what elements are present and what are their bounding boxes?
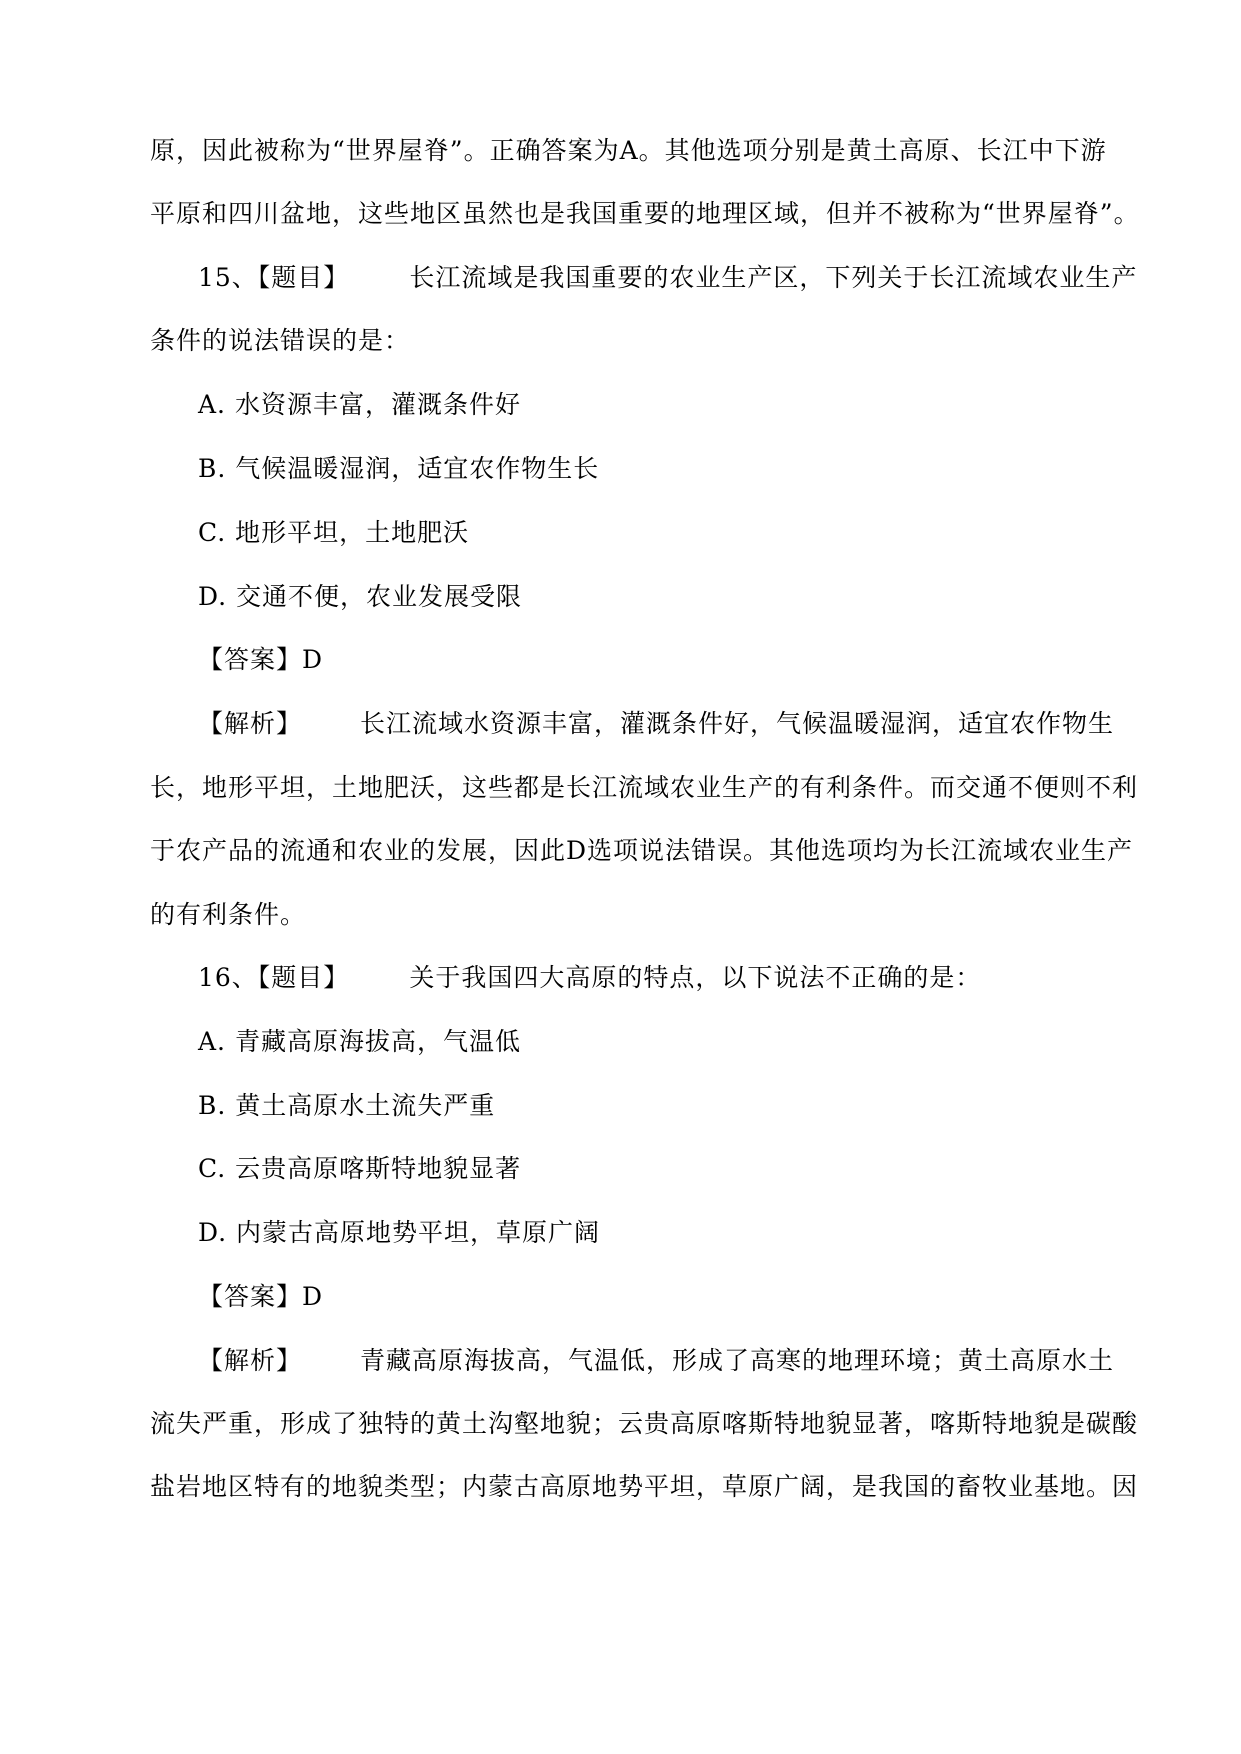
analysis-text: 青藏高原海拔高，气温低，形成了高寒的地理环境；黄土高原水土 xyxy=(360,1346,1115,1375)
option-d: D. 内蒙古高原地势平坦，草原广阔 xyxy=(198,1218,601,1247)
text-line: 长，地形平坦，土地肥沃，这些都是长江流域农业生产的有利条件。而交通不便则不利 xyxy=(150,773,1139,802)
option-b: B. 气候温暖湿润，适宜农作物生长 xyxy=(198,454,600,483)
question-stem-text: 长江流域是我国重要的农业生产区，下列关于长江流域农业生产 xyxy=(409,263,1138,292)
option-b: B. 黄土高原水土流失严重 xyxy=(198,1091,496,1120)
question-16-stem xyxy=(198,961,1090,995)
text-line: 盐岩地区特有的地貌类型；内蒙古高原地势平坦，草原广阔，是我国的畜牧业基地。因 xyxy=(150,1472,1139,1501)
option-c: C. 云贵高原喀斯特地貌显著 xyxy=(198,1154,522,1183)
text-line: 于农产品的流通和农业的发展，因此D选项说法错误。其他选项均为长江流域农业生产 xyxy=(150,836,1134,865)
option-d: D. 交通不便，农业发展受限 xyxy=(198,582,523,611)
question-label: 16、【题目】 xyxy=(198,963,350,992)
option-c: C. 地形平坦，土地肥沃 xyxy=(198,518,470,547)
analysis-label: 【解析】 xyxy=(198,1346,303,1375)
answer-line: 【答案】D xyxy=(198,1282,324,1311)
analysis-first-line xyxy=(198,707,1115,741)
text-line: 的有利条件。 xyxy=(150,900,307,929)
question-15-stem xyxy=(198,261,1138,295)
text-line: 平原和四川盆地，这些地区虽然也是我国重要的地理区域，但并不被称为“世界屋脊”。 xyxy=(150,199,1140,228)
question-stem-text: 关于我国四大高原的特点，以下说法不正确的是： xyxy=(409,963,982,992)
text-line: 条件的说法错误的是： xyxy=(150,326,411,355)
option-a: A. 水资源丰富，灌溉条件好 xyxy=(198,390,521,419)
text-line: 原，因此被称为“世界屋脊”。正确答案为A。其他选项分别是黄土高原、长江中下游 xyxy=(150,136,1107,165)
question-label: 15、【题目】 xyxy=(198,263,350,292)
option-a: A. 青藏高原海拔高，气温低 xyxy=(198,1027,521,1056)
analysis-label: 【解析】 xyxy=(198,709,303,738)
text-line: 流失严重，形成了独特的黄土沟壑地貌；云贵高原喀斯特地貌显著，喀斯特地貌是碳酸 xyxy=(150,1409,1139,1438)
analysis-first-line xyxy=(198,1344,1115,1378)
answer-line: 【答案】D xyxy=(198,645,324,674)
analysis-text: 长江流域水资源丰富，灌溉条件好，气候温暖湿润，适宜农作物生 xyxy=(360,709,1115,738)
